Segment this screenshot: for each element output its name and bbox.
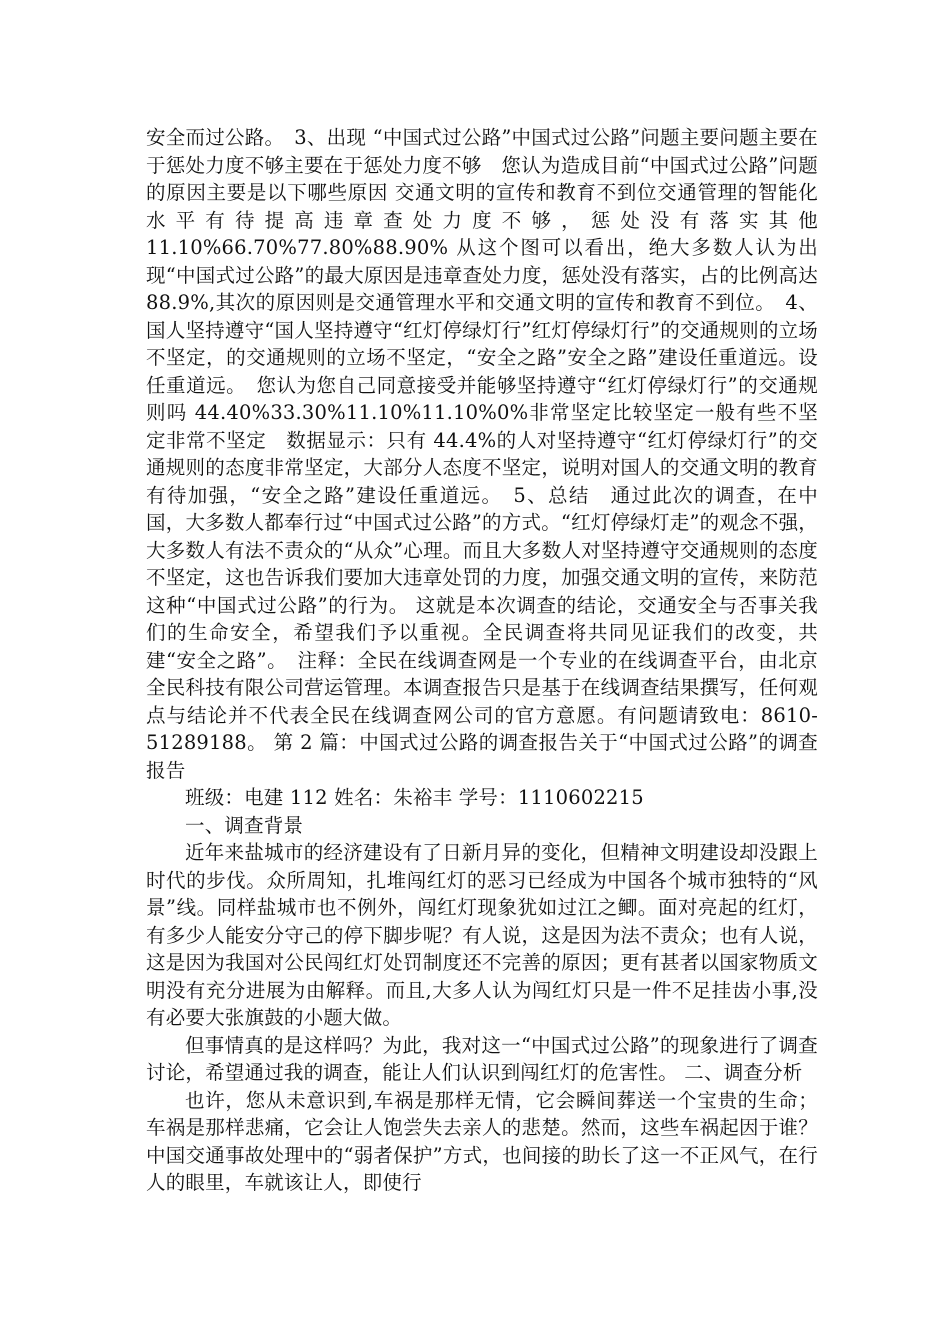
document-page — [146, 124, 818, 1197]
paragraph-analysis: 也许，您从未意识到,车祸是那样无情，它会瞬间葬送一个宝贵的生命；车祸是那样悲痛，它会让人饱尝失去亲人的悲楚。然而，这些车祸起因于谁？中国交通事故处理中的“弱者保护”方式，也间接的助长了这一不正风气，在行人的眼里，车就该让人，即使行 — [146, 1088, 818, 1194]
paragraph-purpose: 但事情真的是这样吗？为此，我对这一“中国式过公路”的现象进行了调查讨论，希望通过我的调查，能让人们认识到闯红灯的危害性。 二、调查分析 — [146, 1033, 818, 1084]
paragraph-background: 近年来盐城市的经济建设有了日新月异的变化，但精神文明建设却没跟上时代的步伐。众所周知，扎堆闯红灯的恶习已经成为中国各个城市独特的“风景”线。同样盐城市也不例外，闯红灯现象犹如过江之鲫。面对亮起的红灯，有多少人能安分守己的停下脚步呢？有人说，这是因为法不责众；也有人说，这是因为我国对公民闯红灯处罚制度还不完善的原因；更有甚者以国家物质文明没有充分进展为由解释。而且,大多人认为闯红灯只是一件不足挂齿小事,没有必要大张旗鼓的小题大做。 — [146, 841, 818, 1029]
paragraph-student-info: 班级：电建 112 姓名：朱裕丰 学号：1110602215 — [185, 786, 644, 809]
paragraph-survey-results: 安全而过公路。 3、出现 “中国式过公路”中国式过公路”问题主要问题主要在于惩处力度不够主要在于惩处力度不够 您认为造成目前“中国式过公路”问题的原因主要是以下哪些原因 交通文明的宣传和教育不到位交通管理的智能化水平有待提高违章查处力度不够，惩处没有落实其他 11.10%66.70%77.80%88.90% 从这个图可以看出，绝大多数人认为出现“中国式过公路”的最大原因是违章查处力度，惩处没有落实，占的比例高达 88.9%,其次的原因则是交通管理水平和交通文明的宣传和教育不到位。 4、国人坚持遵守“国人坚持遵守“红灯停绿灯行”红灯停绿灯行”的交通规则的立场不坚定，的交通规则的立场不坚定，“安全之路”安全之路”建设任重道远。设任重道远。 您认为您自己同意接受并能够坚持遵守“红灯停绿灯行”的交通规则吗 44.40%33.30%11.10%11.10%0%非常坚定比较坚定一般有些不坚定非常不坚定 数据显示：只有 44.4%的人对坚持遵守“红灯停绿灯行”的交通规则的态度非常坚定，大部分人态度不坚定，说明对国人的交通文明的教育有待加强，“安全之路”建设任重道远。 5、总结 通过此次的调查，在中国，大多数人都奉行过“中国式过公路”的方式。“红灯停绿灯走”的观念不强，大多数人有法不责众的“从众”心理。而且大多数人对坚持遵守交通规则的态度不坚定，这也告诉我们要加大违章处罚的力度，加强交通文明的宣传，来防范这种“中国式过公路”的行为。 这就是本次调查的结论，交通安全与否事关我们的生命安全，希望我们予以重视。全民调查将共同见证我们的改变，共建“安全之路”。 注释：全民在线调查网是一个专业的在线调查平台，由北京全民科技有限公司营运管理。本调查报告只是基于在线调查结果撰写，任何观点与结论并不代表全民在线调查网公司的官方意愿。有问题请致电：8610-51289188。 第 2 篇：中国式过公路的调查报告关于“中国式过公路”的调查报告 — [146, 126, 818, 782]
section-heading-background: 一、调查背景 — [185, 813, 304, 837]
